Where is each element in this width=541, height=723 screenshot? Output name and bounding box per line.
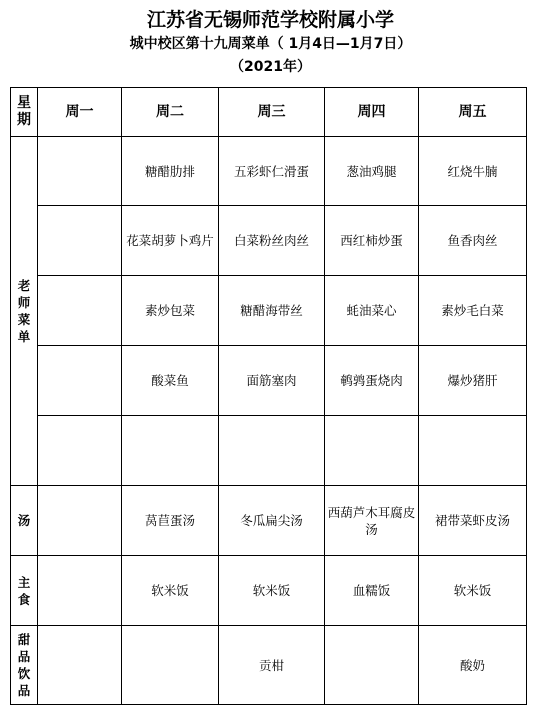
- menu-cell: 西葫芦木耳腐皮汤: [325, 486, 419, 556]
- menu-cell: [38, 346, 122, 416]
- menu-cell: [122, 626, 219, 705]
- soup-row: [11, 486, 527, 556]
- school-title: 江苏省无锡师范学校附属小学: [146, 9, 394, 31]
- menu-cell: 软米饭: [219, 556, 325, 626]
- dessert-row: [11, 626, 527, 705]
- day-header-mon: 周一: [38, 88, 122, 137]
- menu-cell: 软米饭: [122, 556, 219, 626]
- teacher-row-1: [11, 137, 527, 206]
- menu-cell: [38, 137, 122, 206]
- menu-cell: 蚝油菜心: [325, 276, 419, 346]
- menu-cell: 鹌鹑蛋烧肉: [325, 346, 419, 416]
- menu-cell: [325, 626, 419, 705]
- weekday-corner-label: 星 期: [11, 88, 38, 137]
- teacher-row-3: [11, 276, 527, 346]
- menu-cell: [38, 556, 122, 626]
- menu-cell: 莴苣蛋汤: [122, 486, 219, 556]
- menu-cell: 五彩虾仁滑蛋: [219, 137, 325, 206]
- soup-label: 汤: [11, 486, 38, 556]
- teacher-menu-label: 老 师 菜 单: [11, 137, 38, 486]
- menu-cell: 贡柑: [219, 626, 325, 705]
- menu-cell: 酸菜鱼: [122, 346, 219, 416]
- teacher-row-2: [11, 206, 527, 276]
- menu-cell: [419, 416, 527, 486]
- menu-cell: [325, 416, 419, 486]
- menu-cell: 素炒包菜: [122, 276, 219, 346]
- menu-cell: [219, 416, 325, 486]
- menu-cell: 面筋塞肉: [219, 346, 325, 416]
- day-header-thu: 周四: [325, 88, 419, 137]
- menu-cell: 花菜胡萝卜鸡片: [122, 206, 219, 276]
- year-label: （2021年）: [230, 59, 311, 75]
- menu-table: [10, 87, 527, 705]
- menu-cell: [38, 626, 122, 705]
- menu-cell: [122, 416, 219, 486]
- menu-cell: 裙带菜虾皮汤: [419, 486, 527, 556]
- day-header-fri: 周五: [419, 88, 527, 137]
- menu-cell: [38, 416, 122, 486]
- menu-cell: 血糯饭: [325, 556, 419, 626]
- menu-cell: 糖醋海带丝: [219, 276, 325, 346]
- menu-cell: 鱼香肉丝: [419, 206, 527, 276]
- menu-cell: [38, 486, 122, 556]
- menu-cell: 白菜粉丝肉丝: [219, 206, 325, 276]
- staple-label: 主 食: [11, 556, 38, 626]
- menu-cell: [38, 276, 122, 346]
- menu-cell: 素炒毛白菜: [419, 276, 527, 346]
- day-header-row: [11, 88, 527, 137]
- menu-cell: 西红柿炒蛋: [325, 206, 419, 276]
- menu-cell: 糖醋肋排: [122, 137, 219, 206]
- menu-cell: 葱油鸡腿: [325, 137, 419, 206]
- menu-cell: 软米饭: [419, 556, 527, 626]
- day-header-wed: 周三: [219, 88, 325, 137]
- day-header-tue: 周二: [122, 88, 219, 137]
- menu-cell: 酸奶: [419, 626, 527, 705]
- staple-row: [11, 556, 527, 626]
- dessert-drink-label: 甜 品 饮 品: [11, 626, 38, 705]
- menu-cell: 冬瓜扁尖汤: [219, 486, 325, 556]
- menu-cell: 爆炒猪肝: [419, 346, 527, 416]
- menu-cell: 红烧牛腩: [419, 137, 527, 206]
- teacher-row-5: [11, 416, 527, 486]
- week-subtitle: 城中校区第十九周菜单（ 1月4日—1月7日）: [129, 36, 412, 52]
- menu-cell: [38, 206, 122, 276]
- teacher-row-4: [11, 346, 527, 416]
